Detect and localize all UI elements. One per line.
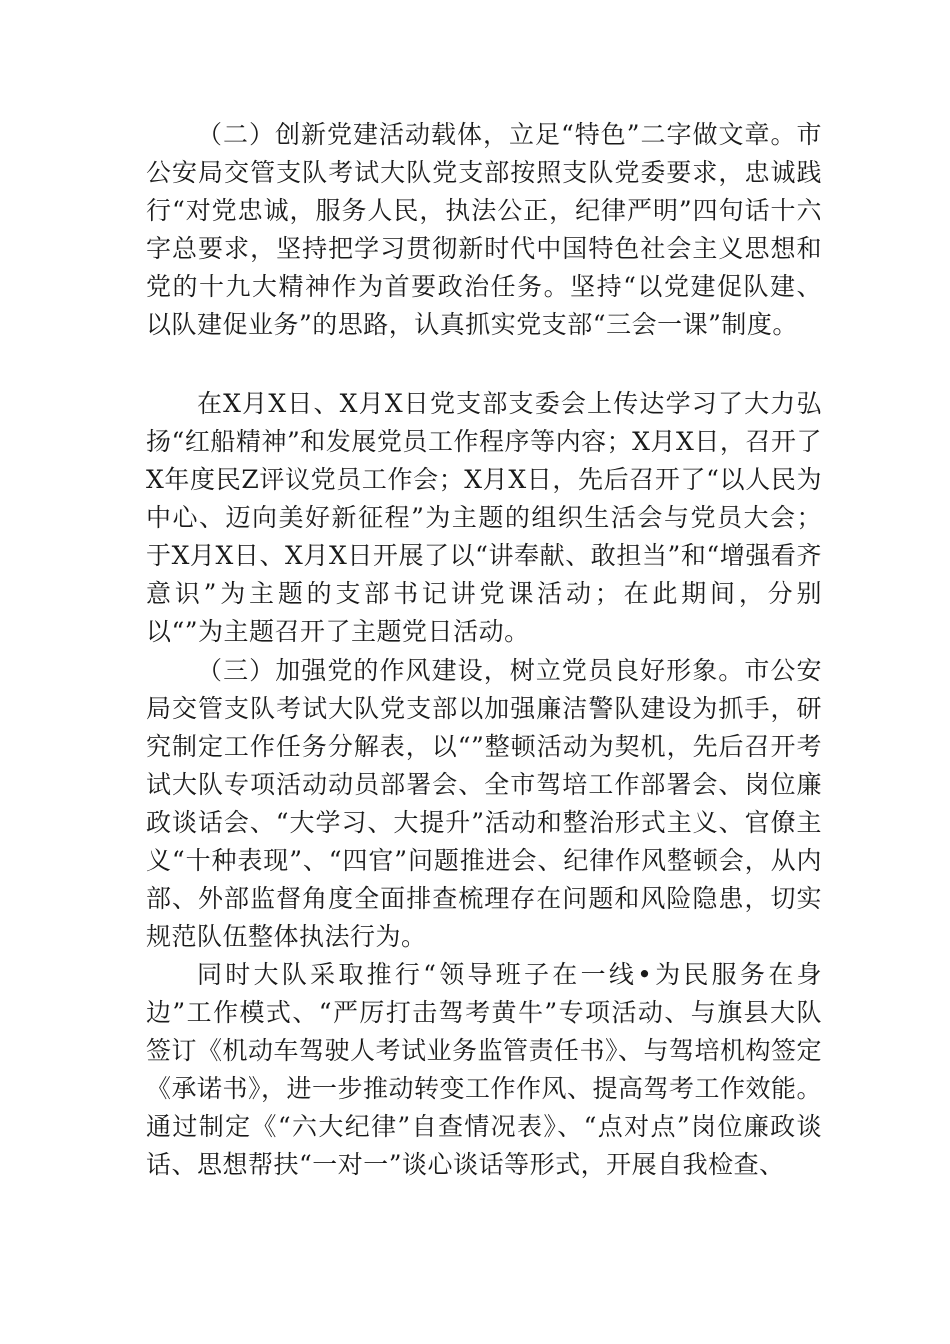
paragraph-meeting-schedule: 在X月X日、X月X日党支部支委会上传达学习了大力弘扬“红船精神”和发展党员工作程序等内容；X月X日，召开了X年度民Z评议党员工作会；X月X日，先后召开了“以人民为中心、迈向美好新征程”为主题的组织生活会与党员大会；于X月X日、X月X日开展了以“讲奉献、敢担当”和“增强看齐意识”为主题的支部书记讲党课活动；在此期间，分别以“”为主题召开了主题党日活动。 bbox=[146, 389, 822, 646]
paragraph-brigade-measures: 同时大队采取推行“领导班子在一线•为民服务在身边”工作模式、“严厉打击驾考黄牛”专项活动、与旗县大队签订《机动车驾驶人考试业务监管责任书》、与驾培机构签定《承诺书》，进一步推动转变工作作风、提高驾考工作效能。通过制定《“六大纪律”自查情况表》、“点对点”岗位廉政谈话、思想帮扶“一对一”谈心谈话等形式，开展自我检查、 bbox=[146, 960, 823, 1179]
paragraph-innovate-party-activities: （二）创新党建活动载体，立足“特色”二字做文章。市公安局交管支队考试大队党支部按照支队党委要求，忠诚践行“对党忠诚，服务人民，执法公正，纪律严明”四句话十六字总要求，坚持把学习贯彻新时代中国特色社会主义思想和党的十九大精神作为首要政治任务。坚持“以党建促队建、以队建促业务”的思路，认真抓实党支部“三会一课”制度。 bbox=[146, 120, 822, 339]
paragraph-work-style-building: （三）加强党的作风建设，树立党员良好形象。市公安局交管支队考试大队党支部以加强廉洁警队建设为抓手，研究制定工作任务分解表，以“”整顿活动为契机，先后召开考试大队专项活动动员部署会、全市驾培工作部署会、岗位廉政谈话会、“大学习、大提升”活动和整治形式主义、官僚主义“十种表现”、“四官”问题推进会、纪律作风整顿会，从内部、外部监督角度全面排查梳理存在问题和风险隐患，切实规范队伍整体执法行为。 bbox=[146, 656, 822, 951]
